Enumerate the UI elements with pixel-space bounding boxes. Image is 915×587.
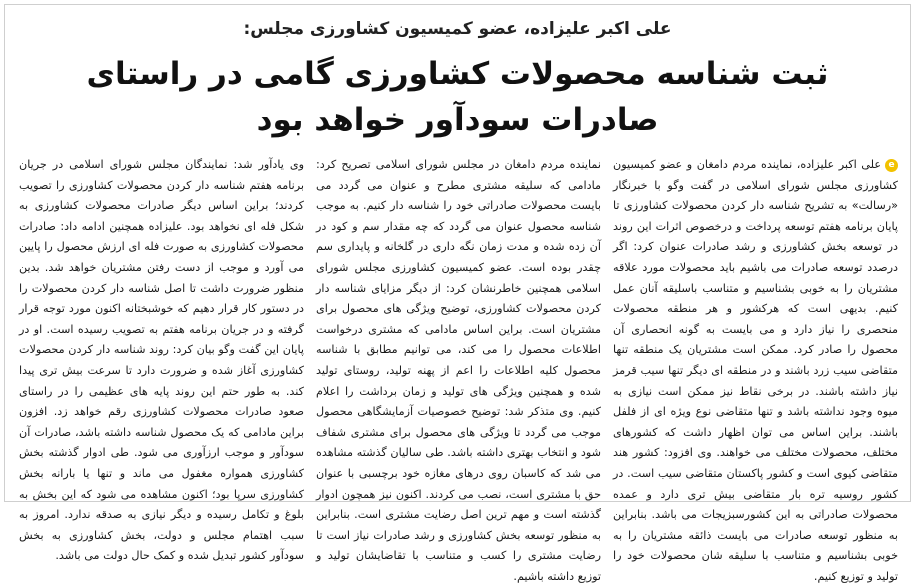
- article-headline: [5, 51, 910, 143]
- column-3-text: وی یادآور شد: نمایندگان مجلس شورای اسلامی در جریان برنامه هفتم شناسه دار کردن محصولات کشاورزی را تصویب کردند؛ براین اساس دیگر صادرات محصولات کشاورزی به شکل فله ای نخواهد بود. علیزاده همچنین ادامه داد: صادرات محصولات کشاورزی به صورت فله ای ارزش محصول را پایین می آورد و موجب از دست رفتن مشتریان خواهد شد. بدین منظور ضرورت داشت تا اصل شناسه دار کردن محصولات را در دستور کار قرار دهیم که خوشبختانه اکنون مورد توجه قرار گرفته و در جریان برنامه هفتم به تصویب رسیده است. او در پایان این گفت وگو بیان کرد: روند شناسه دار کردن محصولات کشاورزی آغاز شده و ضرورت دارد تا سرعت بیش تری پیدا کند. به طور حتم این روند پایه های عظیمی را در راستای صعود صادرات محصولات کشاورزی رقم خواهد زد. افزون براین مادامی که یک محصول شناسه داشته باشد، صادرات آن سودآور و موجب ارزآوری می شود. طی ادوار گذشته بخش کشاورزی همواره مغفول می ماند و تنها یا بارانه بخش کشاورزی سرپا بود؛ اکنون مشاهده می شود که این بخش به بلوغ و تکامل رسیده و دیگر نیازی به صدقه ندارد. امروز به سبب اهتمام مجلس و دولت، بخش کشاورزی به بخش سودآور کشور تبدیل شده و کمک حال دولت می باشد.: [19, 158, 304, 563]
- article-kicker: علی اکبر علیزاده، عضو کمیسیون کشاورزی مجلس:: [243, 19, 672, 39]
- article-column-1: [613, 155, 898, 583]
- column-1-text: علی اکبر علیزاده، نماینده مردم دامغان و عضو کمیسیون کشاورزی مجلس شورای اسلامی در گفت وگو با خبرنگار «رسالت» به تشریح شناسه دار کردن محصولات کشاورزی تا پایان برنامه هفتم توسعه پرداخت و درخصوص اثرات این روند در توسعه بخش کشاورزی و رشد صادرات عنوان کرد: اگر درصدد توسعه صادرات می باشیم باید محصولات مورد علاقه مشتریان را به خوبی بشناسیم و متناسب باسلیقه آنان عمل کنیم. بدیهی است که هرکشور و هر منطقه محصولات منحصری را نیاز دارد و می بایست به گونه انحصاری آن محصول را صادر کرد. ممکن است مشتریان یک منطقه تنها متقاضی سیب زرد باشند و در منطقه ای دیگر تنها سیب قرمز نیاز داشته باشند. در برخی نقاط نیز ممکن است نیازی به میوه وجود نداشته باشد و تنها متقاضی نوع ویژه ای از فلفل باشند. براین اساس می توان اظهار داشت که کشورهای مختلف، محصولات مختلف می خواهند. وی افزود: کشور هند متقاضی کیوی است و کشور پاکستان متقاضی سیب است. در کشور روسیه تره بار متقاضی بیش تری دارد و عمده محصولات صادراتی به این کشورسبزیجات می باشد. بنابراین به منظور توسعه صادرات می بایست ذائقه مشتریان را به خوبی بشناسیم و متناسب با سلیقه شان محصولات خود را تولید و توزیع کنیم.: [613, 158, 898, 583]
- article-body: [19, 155, 898, 583]
- article-column-2: [316, 155, 601, 583]
- column-2-text: نماینده مردم دامغان در مجلس شورای اسلامی تصریح کرد: مادامی که سلیقه مشتری مطرح و عنوان می گردد می بایست محصولات صادراتی خود را شناسه دار کنیم. به موجب شناسه محصول عنوان می گردد که چه مقدار سم و کود در آن زده شده و مدت زمان نگه داری در گلخانه و پایداری سم چقدر بوده است. عضو کمیسیون کشاورزی مجلس شورای اسلامی همچنین خاطرنشان کرد: از دیگر مزایای شناسه دار کردن محصولات کشاورزی، توضیح ویژگی های محصول برای مشتریان است. براین اساس مادامی که مشتری درخواست اطلاعات محصول را می کند، می توانیم مطابق با شناسه محصول کلیه اطلاعات را اعم از پهنه تولید، روستای تولید شده و همچنین ویژگی های تولید و زمان برداشت را اعلام کنیم. وی متذکر شد: توضیح خصوصیات آزمایشگاهی محصول موجب می گردد تا ویژگی های محصول برای مشتری شفاف شود و انتخاب بهتری داشته باشد. طی سالیان گذشته مشاهده می شد که کاسبان روی درهای مغازه خود برچسبی با عنوان حق با مشتری است، نصب می کردند. اکنون نیز همچون ادوار گذشته است و مهم ترین اصل رضایت مشتری است. بنابراین به منظور توسعه بخش کشاورزی و رشد صادرات نیاز است تا رضایت مشتری را کسب و متناسب با تقاضایشان تولید و توزیع داشته باشیم.: [316, 158, 601, 583]
- headline-line-2: صادرات سودآور خواهد بود: [256, 102, 659, 138]
- publication-logo-icon: e: [885, 159, 898, 172]
- newspaper-article: [4, 4, 911, 583]
- headline-line-1: ثبت شناسه محصولات کشاورزی گامی در راستای: [86, 56, 829, 92]
- article-column-3: [19, 155, 304, 563]
